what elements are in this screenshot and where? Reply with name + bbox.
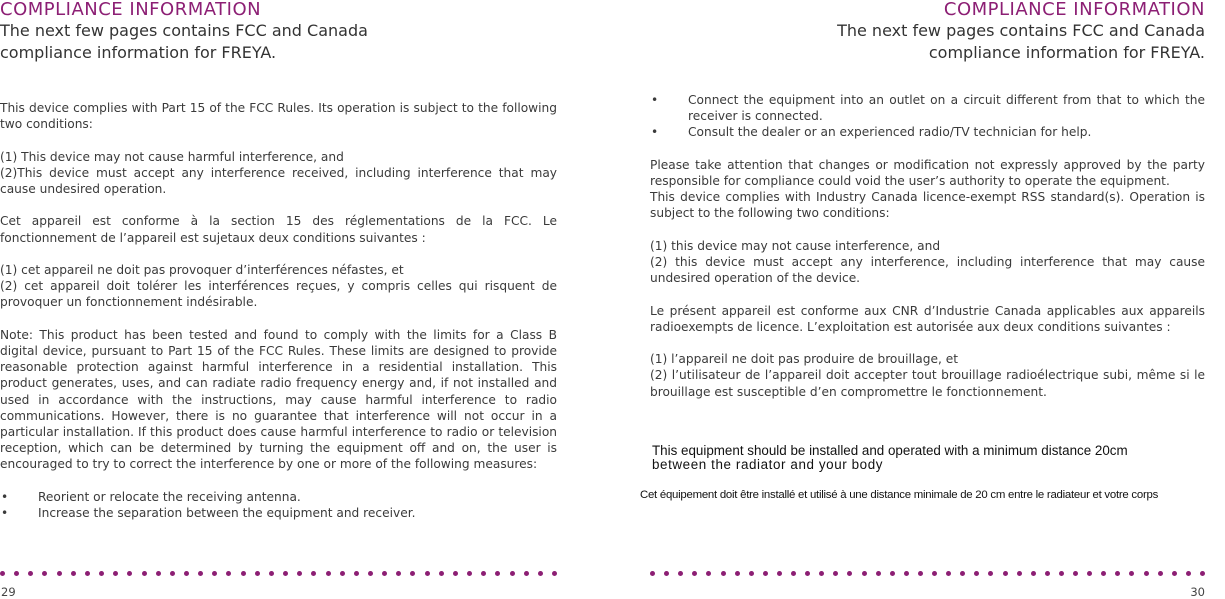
body-text: [0, 100, 557, 521]
divider-dot: [791, 571, 796, 576]
divider-dot: [382, 571, 387, 576]
divider-dot: [678, 571, 683, 576]
divider-dot: [1045, 571, 1050, 576]
paragraph: This device complies with Industry Canada licence-exempt RSS standard(s). Operation is subject to the following two conditions:: [650, 190, 1205, 221]
divider-dot: [763, 571, 768, 576]
divider-dot: [1200, 571, 1205, 576]
page-subtitle-line1: The next few pages contains FCC and Canada: [837, 21, 1205, 40]
page-subtitle-line2: compliance information for FREYA.: [928, 43, 1205, 62]
divider-dot: [1115, 571, 1120, 576]
divider-dot: [326, 571, 331, 576]
page-number: 30: [1190, 585, 1205, 599]
divider-dot: [847, 571, 852, 576]
dotted-divider: [0, 571, 557, 581]
divider-dot: [283, 571, 288, 576]
paragraph: (1) This device may not cause harmful interference, and: [0, 149, 344, 164]
divider-dot: [170, 571, 175, 576]
divider-dot: [538, 571, 543, 576]
page-subtitle-line1: The next few pages contains FCC and Canada: [0, 21, 368, 40]
paragraph: (2) this device must accept any interference, including interference that may cause undesired operation of the device.: [650, 255, 1205, 286]
divider-dot: [974, 571, 979, 576]
distance-notice-fr: Cet équipement doit être installé et utilisé à une distance minimale de 20 cm entre le radiateur et votre corps: [640, 489, 1159, 501]
divider-dot: [890, 571, 895, 576]
divider-dot: [1172, 571, 1177, 576]
divider-dot: [184, 571, 189, 576]
divider-dot: [692, 571, 697, 576]
divider-dot: [85, 571, 90, 576]
divider-dot: [735, 571, 740, 576]
divider-dot: [71, 571, 76, 576]
divider-dot: [99, 571, 104, 576]
divider-dot: [777, 571, 782, 576]
paragraph: (2) l’utilisateur de l’appareil doit accepter tout brouillage radioélectrique subi, même si le brouillage est susceptible d’en compromettre le fonctionnement.: [650, 368, 1205, 399]
divider-dot: [862, 571, 867, 576]
divider-dot: [495, 571, 500, 576]
divider-dot: [833, 571, 838, 576]
divider-dot: [1101, 571, 1106, 576]
dotted-divider: [650, 571, 1205, 581]
divider-dot: [1017, 571, 1022, 576]
divider-dot: [57, 571, 62, 576]
paragraph: Le présent appareil est conforme aux CNR d’Industrie Canada applicables aux appareils radioexempts de licence. L’exploitation est autorisée aux deux conditions suivantes :: [650, 303, 1205, 334]
body-text: [650, 92, 1205, 400]
divider-dot: [142, 571, 147, 576]
divider-dot: [226, 571, 231, 576]
divider-dot: [946, 571, 951, 576]
paragraph: (1) cet appareil ne doit pas provoquer d’interférences néfastes, et: [0, 262, 404, 277]
distance-notice-en: This equipment should be installed and operated with a minimum distance 20cm between the radiator and your body: [652, 443, 1128, 472]
divider-dot: [453, 571, 458, 576]
bullet-icon: •: [1, 489, 9, 504]
divider-dot: [721, 571, 726, 576]
paragraph: This device complies with Part 15 of the FCC Rules. Its operation is subject to the following two conditions:: [0, 101, 557, 132]
paragraph: (1) l’appareil ne doit pas produire de brouillage, et: [650, 352, 959, 367]
divider-dot: [918, 571, 923, 576]
paragraph: Please take attention that changes or modification not expressly approved by the party responsible for compliance could void the user’s authority to operate the equipment.: [650, 157, 1205, 188]
divider-dot: [42, 571, 47, 576]
page-subtitle-line2: compliance information for FREYA.: [0, 43, 277, 62]
list-item: • Connect the equipment into an outlet on a circuit different from that to which the receiver is connected.: [651, 93, 1205, 124]
divider-dot: [552, 571, 557, 576]
divider-dot: [127, 571, 132, 576]
paragraph: Cet appareil est conforme à la section 15 des réglementations de la FCC. Le fonctionnement de l’appareil est sujetaux deux conditions suivantes :: [0, 214, 557, 245]
divider-dot: [1073, 571, 1078, 576]
divider-dot: [425, 571, 430, 576]
divider-dot: [340, 571, 345, 576]
divider-dot: [439, 571, 444, 576]
divider-dot: [28, 571, 33, 576]
divider-dot: [255, 571, 260, 576]
divider-dot: [1031, 571, 1036, 576]
divider-dot: [467, 571, 472, 576]
divider-dot: [14, 571, 19, 576]
divider-dot: [1087, 571, 1092, 576]
divider-dot: [749, 571, 754, 576]
page-title: COMPLIANCE INFORMATION: [943, 0, 1205, 20]
divider-dot: [1158, 571, 1163, 576]
divider-dot: [988, 571, 993, 576]
divider-dot: [1129, 571, 1134, 576]
divider-dot: [819, 571, 824, 576]
divider-dot: [524, 571, 529, 576]
divider-dot: [297, 571, 302, 576]
divider-dot: [932, 571, 937, 576]
divider-dot: [269, 571, 274, 576]
divider-dot: [354, 571, 359, 576]
list-item: • Increase the separation between the equipment and receiver.: [1, 506, 416, 520]
divider-dot: [212, 571, 217, 576]
bullet-icon: •: [651, 93, 659, 107]
divider-dot: [650, 571, 655, 576]
divider-dot: [113, 571, 118, 576]
page-number: 29: [1, 585, 16, 599]
list-item: • Consult the dealer or an experienced radio/TV technician for help.: [651, 125, 1092, 140]
divider-dot: [241, 571, 246, 576]
divider-dot: [960, 571, 965, 576]
divider-dot: [904, 571, 909, 576]
divider-dot: [481, 571, 486, 576]
divider-dot: [510, 571, 515, 576]
page-header: [0, 0, 368, 64]
bullet-icon: •: [651, 125, 659, 140]
divider-dot: [1059, 571, 1064, 576]
paragraph: (2) cet appareil doit tolérer les interférences reçues, y compris celles qui risquent de provoquer un fonctionnement indésirable.: [0, 279, 557, 310]
paragraph: (1) this device may not cause interference, and: [650, 238, 941, 253]
divider-dot: [805, 571, 810, 576]
divider-dot: [368, 571, 373, 576]
divider-dot: [198, 571, 203, 576]
divider-dot: [156, 571, 161, 576]
page-title: COMPLIANCE INFORMATION: [0, 0, 262, 20]
divider-dot: [396, 571, 401, 576]
divider-dot: [0, 571, 5, 576]
divider-dot: [706, 571, 711, 576]
divider-dot: [1186, 571, 1191, 576]
paragraph: (2)This device must accept any interference received, including interference that may cause undesired operation.: [0, 165, 557, 196]
divider-dot: [1144, 571, 1149, 576]
divider-dot: [311, 571, 316, 576]
divider-dot: [876, 571, 881, 576]
bullet-icon: •: [1, 506, 9, 520]
divider-dot: [664, 571, 669, 576]
paragraph: Note: This product has been tested and found to comply with the limits for a Class B digital device, pursuant to Part 15 of the FCC Rules. These limits are designed to provide reasonable protection against harmful interference in a residential installation. This product generates, uses, and can radiate radio frequency energy and, if not installed and used in accordance with the instructions, may cause harmful interference to radio communications. However, there is no guarantee that interference will not occur in a particular installation. If this product does cause harmful interference to radio or television reception, which can be determined by turning the equipment off and on, the user is encouraged to try to correct the interference by one or more of the following measures:: [0, 327, 557, 472]
list-item: • Reorient or relocate the receiving antenna.: [1, 489, 301, 504]
divider-dot: [1003, 571, 1008, 576]
divider-dot: [410, 571, 415, 576]
